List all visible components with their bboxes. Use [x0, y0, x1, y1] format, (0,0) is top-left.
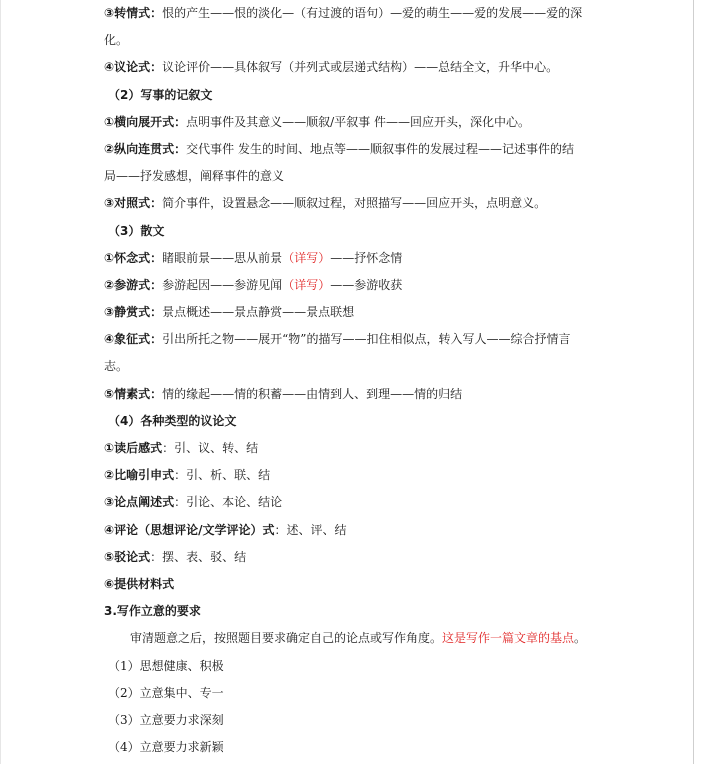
text-line: ⑤情素式：情的缘起——情的积蓄——由情到人、到理——情的归结 [104, 386, 463, 401]
text-line: ⑥提供材料式 [104, 576, 175, 591]
document-body [104, 0, 604, 761]
text-line: 化。 [104, 33, 129, 48]
list-item: （1）思想健康、积极 [108, 658, 224, 673]
text-line: ⑤驳论式：摆、表、驳、结 [104, 549, 247, 564]
section-heading: （2）写事的记叙文 [108, 87, 213, 102]
text-line: ③转情式：恨的产生——恨的淡化—（有过渡的语句）—爱的萌生——爱的发展——爱的深 [104, 6, 583, 20]
text-line: ①横向展开式：点明事件及其意义——顺叙/平叙事 件——回应开头，深化中心。 [104, 114, 531, 129]
text-line: ②比喻引申式：引、析、联、结 [104, 468, 271, 483]
text-line: ④评论（思想评论/文学评论）式：述、评、结 [104, 522, 347, 537]
text-line: ③静赏式：景点概述——景点静赏——景点联想 [104, 305, 355, 320]
text-line: ②纵向连贯式：交代事件 发生的时间、地点等——顺叙事件的发展过程——记述事件的结 [104, 141, 574, 156]
text-line: ④象征式：引出所托之物——展开“物”的描写——扣住相似点，转入写人——综合抒情言 [104, 332, 571, 347]
list-item: （3）立意要力求深刻 [108, 712, 224, 727]
text-line: ③论点阐述式：引论、本论、结论 [104, 495, 283, 510]
section-heading: （3）散文 [108, 223, 165, 238]
text-line: 局——抒发感想，阐释事件的意义 [104, 169, 285, 184]
text-line: ①怀念式：睹眼前景——思从前景（详写）——抒怀念情 [104, 250, 403, 265]
list-item: （4）立意要力求新颖 [108, 740, 224, 755]
list-item: （2）立意集中、专一 [108, 685, 224, 700]
section-heading: 3.写作立意的要求 [104, 604, 201, 619]
text-line: ②参游式：参游起因——参游见闻（详写）——参游收获 [104, 277, 403, 292]
text-line: ④议论式：议论评价——具体叙写（并列式或层递式结构）——总结全文，升华中心。 [104, 60, 559, 75]
text-line: 志。 [104, 359, 129, 374]
text-line: 审清题意之后，按照题目要求确定自己的论点或写作角度。这是写作一篇文章的基点。 [130, 631, 587, 646]
text-line: ③对照式：简介事件，设置悬念——顺叙过程，对照描写——回应开头，点明意义。 [104, 196, 547, 211]
text-line: ①读后感式：引、议、转、结 [104, 441, 259, 455]
section-heading: （4）各种类型的议论文 [108, 413, 237, 428]
